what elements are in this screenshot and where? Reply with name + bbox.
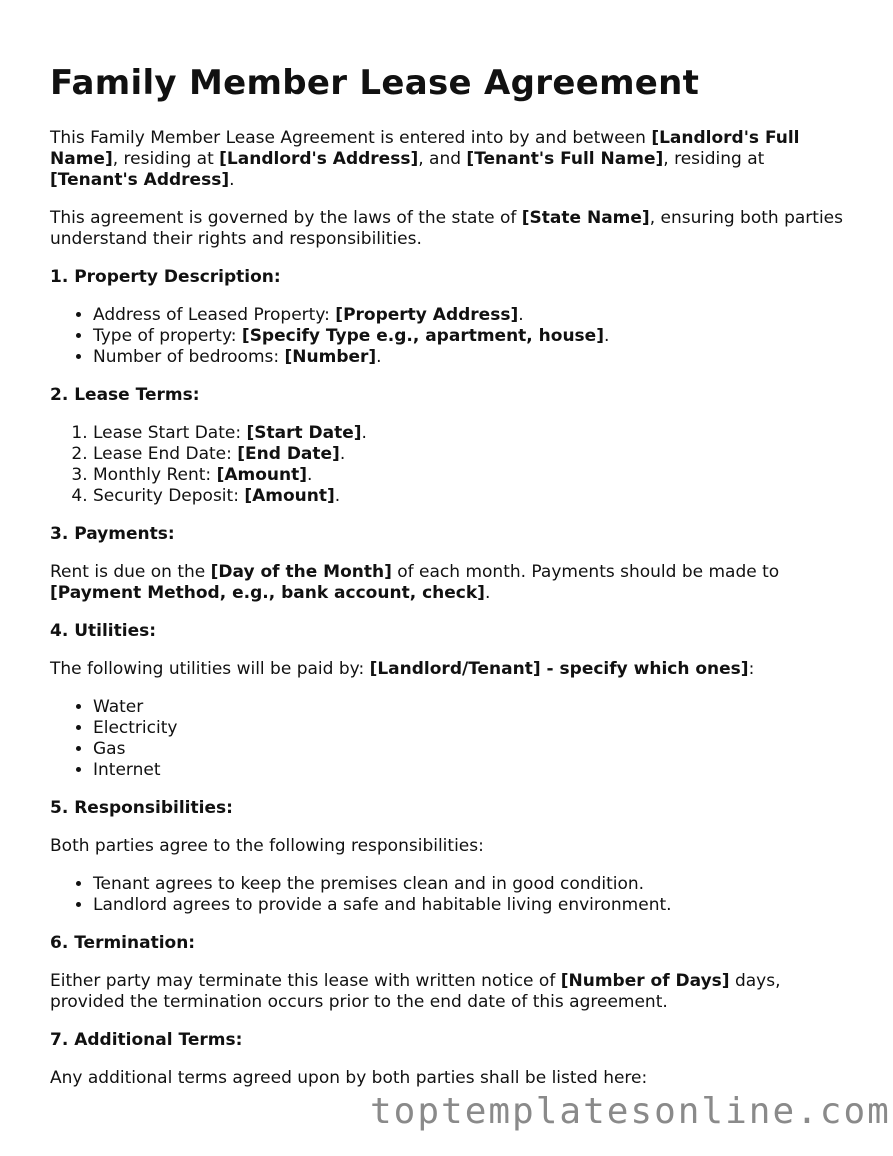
utilities-list — [50, 697, 850, 781]
utilities-paragraph: The following utilities will be paid by: [Landlord/Tenant] - specify which ones]: — [50, 659, 755, 679]
section-heading-utilities: 4. Utilities: — [50, 621, 157, 641]
list-item: • Type of property: [Specify Type e.g., apartment, house]. — [93, 326, 850, 347]
lease-terms-list — [50, 423, 850, 507]
state-placeholder: [State Name] — [521, 208, 650, 228]
section-heading-termination: 6. Termination: — [50, 933, 196, 953]
section-heading-property: 1. Property Description: — [50, 267, 281, 287]
list-item: 2. Lease End Date: [End Date]. — [93, 444, 850, 465]
list-item: 1. Lease Start Date: [Start Date]. — [93, 423, 850, 444]
list-item: • Gas — [93, 739, 850, 760]
tenant-address-placeholder: [Tenant's Address] — [50, 170, 230, 190]
section-heading-lease-terms: 2. Lease Terms: — [50, 385, 200, 405]
list-item: • Address of Leased Property: [Property Address]. — [93, 305, 850, 326]
payment-method-placeholder: [Payment Method, e.g., bank account, check] — [50, 583, 485, 603]
day-placeholder: [Day of the Month] — [210, 562, 392, 582]
document — [50, 62, 850, 1106]
governing-law-paragraph: This agreement is governed by the laws of the state of [State Name], ensuring both parties understand their rights and responsibilities. — [50, 208, 843, 249]
landlord-address-placeholder: [Landlord's Address] — [219, 149, 419, 169]
responsibilities-paragraph: Both parties agree to the following responsibilities: — [50, 836, 484, 856]
utilities-payer-placeholder: [Landlord/Tenant] - specify which ones] — [369, 659, 749, 679]
page-title: Family Member Lease Agreement — [50, 63, 700, 103]
section-heading-responsibilities: 5. Responsibilities: — [50, 798, 233, 818]
watermark: toptemplatesonline.com — [370, 1091, 891, 1132]
section-heading-payments: 3. Payments: — [50, 524, 175, 544]
property-list — [50, 305, 850, 368]
list-item: • Landlord agrees to provide a safe and habitable living environment. — [93, 895, 850, 916]
days-placeholder: [Number of Days] — [560, 971, 730, 991]
tenant-name-placeholder: [Tenant's Full Name] — [466, 149, 664, 169]
list-item: 3. Monthly Rent: [Amount]. — [93, 465, 850, 486]
intro-paragraph: This Family Member Lease Agreement is entered into by and between [Landlord's Full Name], residing at [Landlord's Address], and [Tenant's Full Name], residing at [Tenant's Address]. — [50, 128, 800, 190]
termination-paragraph: Either party may terminate this lease with written notice of [Number of Days] days, provided the termination occurs prior to the end date of this agreement. — [50, 971, 781, 1012]
landlord-name-placeholder: [Landlord's Full Name] — [50, 128, 800, 169]
list-item: 4. Security Deposit: [Amount]. — [93, 486, 850, 507]
responsibilities-list — [50, 874, 850, 916]
list-item: • Internet — [93, 760, 850, 781]
list-item: • Water — [93, 697, 850, 718]
payments-paragraph: Rent is due on the [Day of the Month] of each month. Payments should be made to [Payment Method, e.g., bank account, check]. — [50, 562, 780, 603]
list-item: • Electricity — [93, 718, 850, 739]
section-heading-additional-terms: 7. Additional Terms: — [50, 1030, 243, 1050]
additional-terms-paragraph: Any additional terms agreed upon by both parties shall be listed here: — [50, 1068, 648, 1088]
list-item: • Number of bedrooms: [Number]. — [93, 347, 850, 368]
list-item: • Tenant agrees to keep the premises clean and in good condition. — [93, 874, 850, 895]
